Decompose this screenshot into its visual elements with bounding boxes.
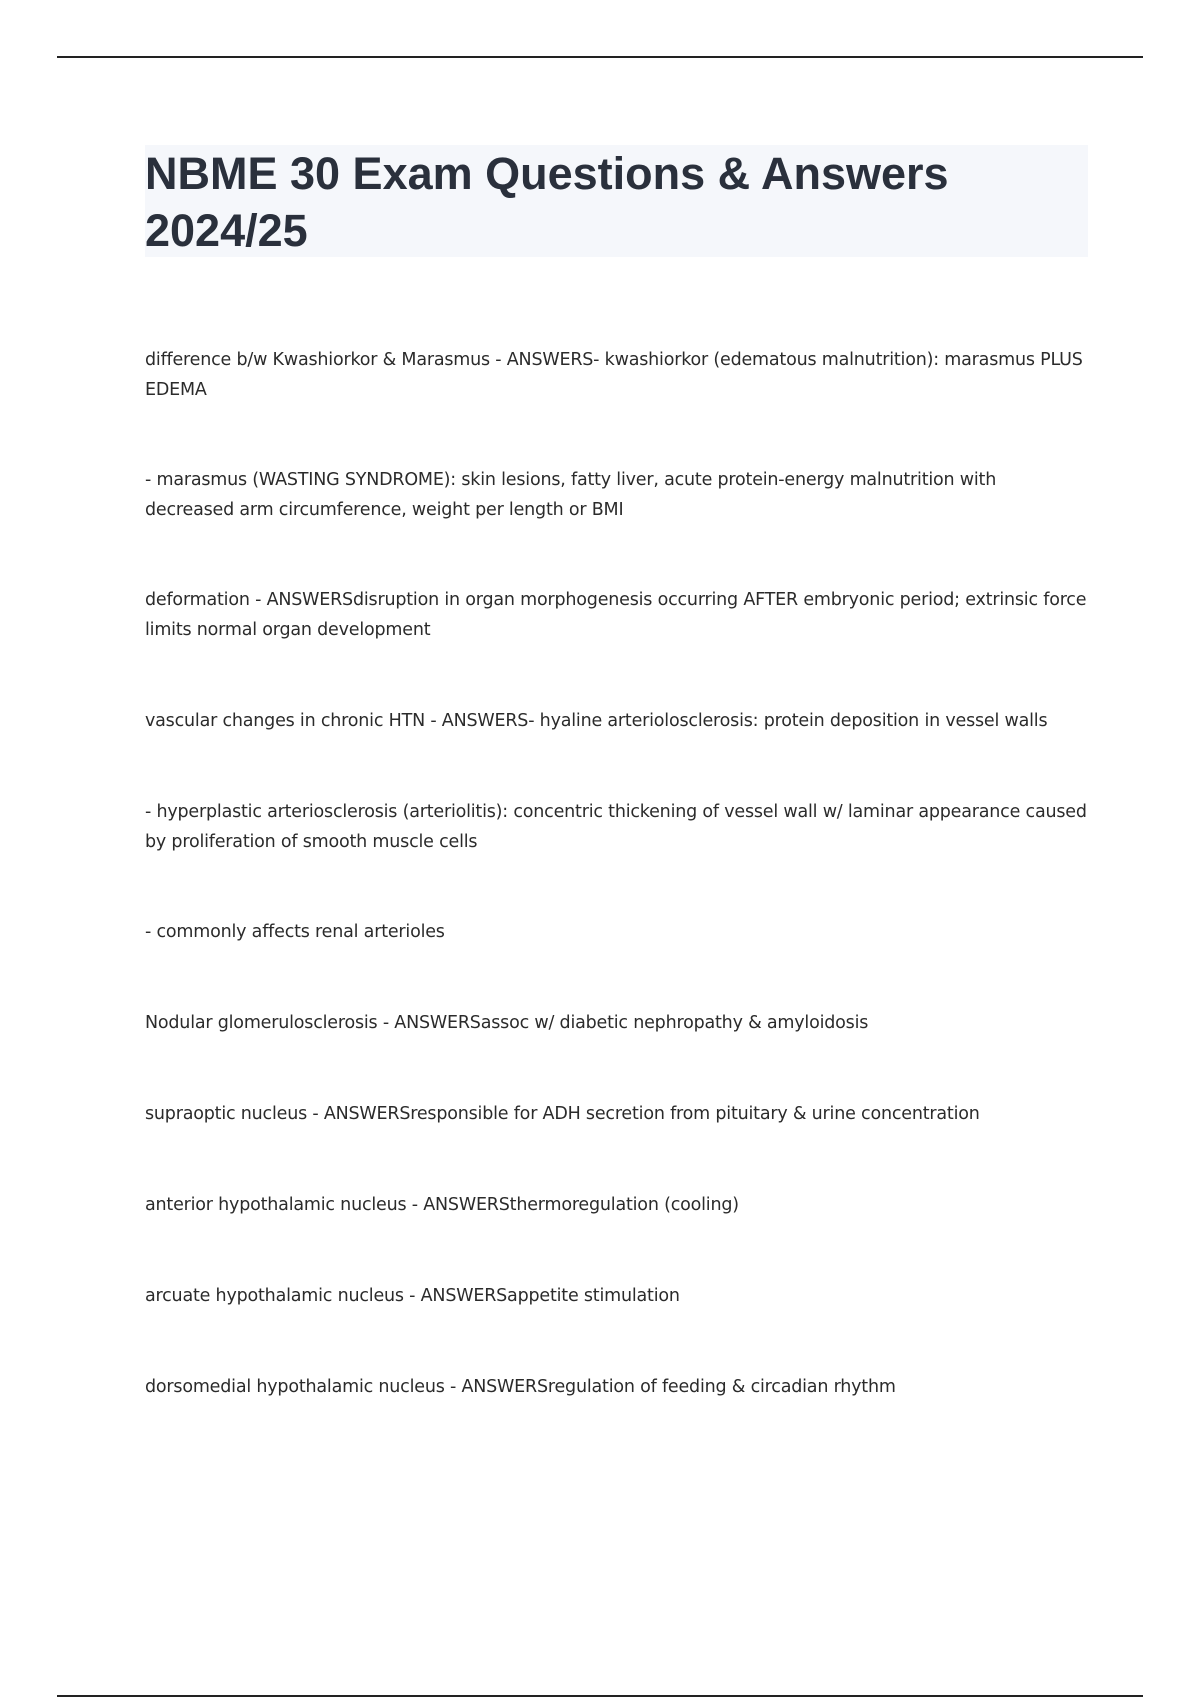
- qa-entry-arcuate-hypothalamic: arcuate hypothalamic nucleus - ANSWERSappetite stimulation: [145, 1286, 680, 1306]
- title-banner: [145, 145, 1088, 257]
- top-divider: [57, 56, 1143, 58]
- qa-entry-renal-arterioles: - commonly affects renal arterioles: [145, 922, 445, 942]
- qa-entry-kwashiorkor: difference b/w Kwashiorkor & Marasmus - ANSWERS- kwashiorkor (edematous malnutrition): marasmus PLUS EDEMA: [145, 350, 1083, 400]
- bottom-divider: [57, 1695, 1143, 1697]
- qa-entry-anterior-hypothalamic: anterior hypothalamic nucleus - ANSWERSthermoregulation (cooling): [145, 1195, 739, 1215]
- qa-entry-marasmus: - marasmus (WASTING SYNDROME): skin lesions, fatty liver, acute protein-energy malnutrition with decreased arm circumference, weight per length or BMI: [145, 470, 997, 520]
- qa-entry-deformation: deformation - ANSWERSdisruption in organ morphogenesis occurring AFTER embryonic period; extrinsic force limits normal organ development: [145, 590, 1087, 640]
- qa-entry-vascular-changes: vascular changes in chronic HTN - ANSWERS- hyaline arteriolosclerosis: protein deposition in vessel walls: [145, 711, 1048, 731]
- qa-entry-hyperplastic-arteriosclerosis: - hyperplastic arteriosclerosis (arteriolitis): concentric thickening of vessel wall w/ laminar appearance caused by proliferation of smooth muscle cells: [145, 802, 1087, 852]
- qa-entry-nodular-glomerulosclerosis: Nodular glomerulosclerosis - ANSWERSassoc w/ diabetic nephropathy & amyloidosis: [145, 1013, 869, 1033]
- page-title: NBME 30 Exam Questions & Answers 2024/25: [145, 148, 949, 256]
- qa-entry-dorsomedial-hypothalamic: dorsomedial hypothalamic nucleus - ANSWERSregulation of feeding & circadian rhythm: [145, 1377, 896, 1397]
- qa-entry-supraoptic-nucleus: supraoptic nucleus - ANSWERSresponsible for ADH secretion from pituitary & urine concentration: [145, 1104, 980, 1124]
